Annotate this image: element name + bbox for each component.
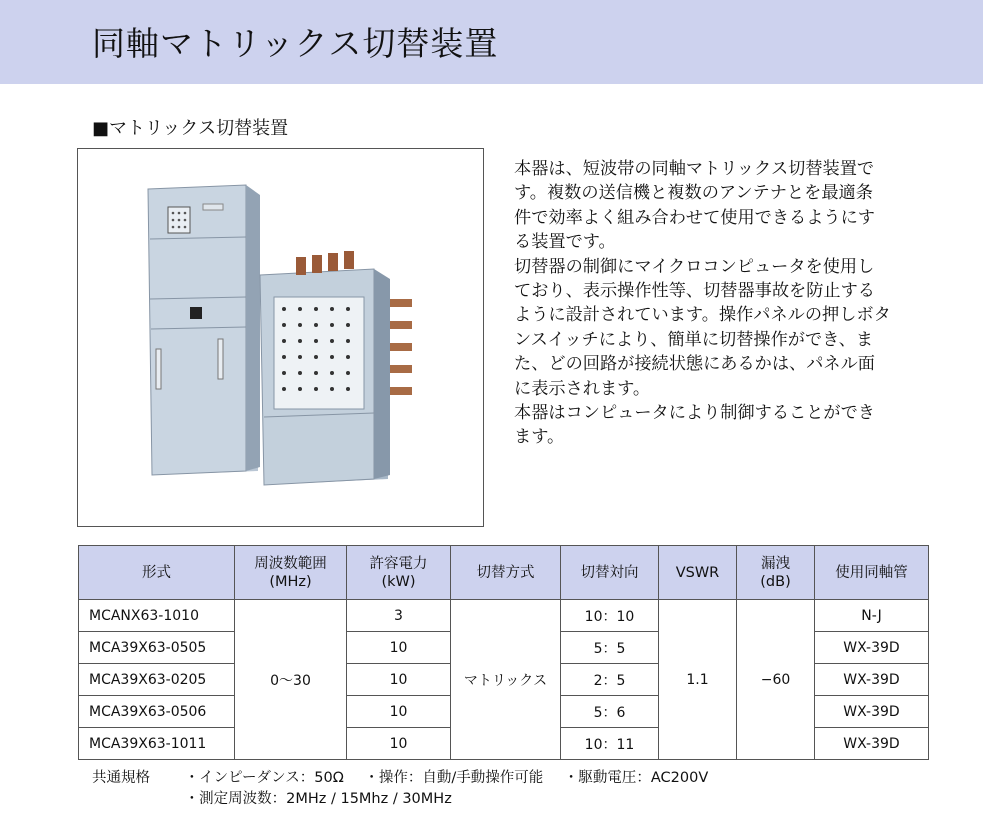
description-line: 件で効率よく組み合わせて使用できるようにす: [514, 207, 875, 228]
header-power: 許容電力 (kW): [347, 546, 451, 600]
header-model: 形式: [79, 546, 235, 600]
description-line: 切替器の制御にマイクロコンピュータを使用し: [514, 256, 875, 277]
cell-power: 10: [347, 664, 451, 696]
cell-config: 5：6: [561, 696, 659, 728]
cell-leakage: −60: [737, 600, 815, 760]
header-vswr: VSWR: [659, 546, 737, 600]
section-heading: ■マトリックス切替装置: [92, 118, 289, 139]
cell-vswr: 1.1: [659, 600, 737, 760]
page-title: 同軸マトリックス切替装置: [92, 24, 499, 63]
cell-coax: N-J: [815, 600, 929, 632]
description-line: ように設計されています。操作パネルの押しボタ: [514, 305, 891, 326]
spec-drive-voltage: ・駆動電圧：AC200V: [563, 770, 709, 786]
cell-model: MCA39X63-0506: [79, 696, 235, 728]
cell-config: 10：11: [561, 728, 659, 760]
common-specs-line: [92, 789, 724, 810]
description-line: ます。: [514, 427, 565, 448]
table-header-row: [79, 546, 929, 600]
header-method: 切替方式: [451, 546, 561, 600]
cell-coax: WX-39D: [815, 632, 929, 664]
spec-impedance: ・インピーダンス：50Ω: [184, 770, 344, 786]
cell-model: MCA39X63-0205: [79, 664, 235, 696]
description-line: ンスイッチにより、簡単に切替操作ができ、ま: [514, 329, 874, 350]
title-bar: [0, 0, 983, 84]
header-frequency: 周波数範囲 (MHz): [235, 546, 347, 600]
common-specs-label: 共通規格: [92, 770, 150, 786]
description-line: に表示されます。: [514, 378, 651, 399]
common-specs: [92, 768, 724, 810]
description-line: た、どの回路が接続状態にあるかは、パネル面: [514, 354, 875, 375]
cell-coax: WX-39D: [815, 664, 929, 696]
cell-config: 10：10: [561, 600, 659, 632]
cell-frequency: 0〜30: [235, 600, 347, 760]
cell-model: MCA39X63-0505: [79, 632, 235, 664]
description-line: す。複数の送信機と複数のアンテナとを最適条: [514, 183, 873, 204]
cell-power: 3: [347, 600, 451, 632]
cell-power: 10: [347, 696, 451, 728]
cell-model: MCA39X63-1011: [79, 728, 235, 760]
description-line: 本器はコンピュータにより制御することができ: [514, 403, 875, 424]
header-leakage: 漏洩 (dB): [737, 546, 815, 600]
cell-power: 10: [347, 632, 451, 664]
header-config: 切替対向: [561, 546, 659, 600]
cell-power: 10: [347, 728, 451, 760]
header-coax: 使用同軸管: [815, 546, 929, 600]
cell-model: MCANX63-1010: [79, 600, 235, 632]
description-line: る装置です。: [514, 232, 616, 253]
cell-config: 5：5: [561, 632, 659, 664]
cell-config: 2：5: [561, 664, 659, 696]
description-line: ており、表示操作性等、切替器事故を防止する: [514, 281, 875, 302]
spec-operation: ・操作：自動/手動操作可能: [364, 770, 544, 786]
cell-method: マトリックス: [451, 600, 561, 760]
cell-coax: WX-39D: [815, 696, 929, 728]
common-specs-line: [92, 768, 724, 789]
cell-coax: WX-39D: [815, 728, 929, 760]
spec-measurement-frequency: ・測定周波数：2MHz / 15Mhz / 30MHz: [184, 791, 452, 807]
product-photo: [77, 148, 484, 527]
description: [514, 157, 934, 450]
equipment-illustration: [78, 149, 483, 526]
spec-table: [78, 545, 929, 760]
table-row: [79, 600, 929, 632]
description-line: 本器は、短波帯の同軸マトリックス切替装置で: [514, 159, 875, 179]
